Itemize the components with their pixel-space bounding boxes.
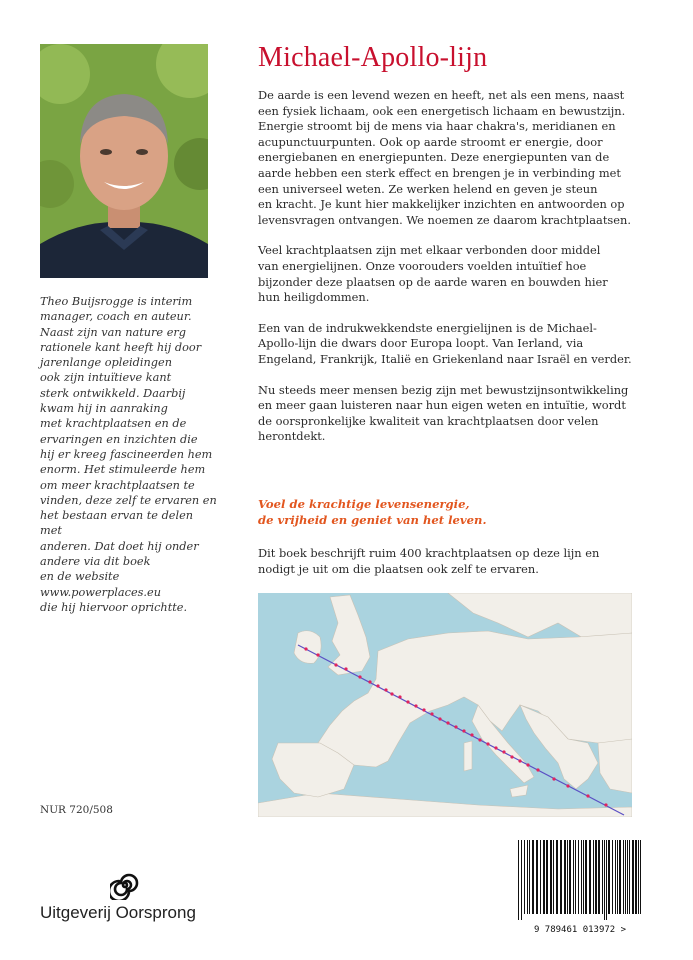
text-line: Engeland, Frankrijk, Italië en Griekenland naar Israël en verder.: [258, 351, 632, 366]
text-line: Apollo-lijn die dwars door Europa loopt. Van Ierland, via: [258, 336, 584, 351]
text-line: Dit boek beschrijft ruim 400 krachtplaatsen op deze lijn en: [258, 546, 600, 560]
closing-text: [258, 546, 638, 577]
text-line: Nu steeds meer mensen bezig zijn met bewustzijnsontwikkeling: [258, 382, 629, 397]
spiral-icon: [110, 870, 140, 900]
barcode-bar: [615, 840, 616, 914]
europe-map-illustration: [258, 593, 632, 817]
barcode-bar: [556, 840, 558, 914]
barcode-bar: [527, 840, 528, 914]
publisher-name: Uitgeverij Oorsprong: [40, 903, 196, 922]
barcode-bar: [532, 840, 534, 914]
author-bio-line: met krachtplaatsen en de: [40, 417, 187, 431]
author-bio-line: en de website: [40, 570, 120, 584]
barcode-bar: [606, 840, 607, 920]
author-bio-line: vinden, deze zelf te ervaren en: [40, 493, 217, 507]
author-bio-line: jarenlange opleidingen: [40, 356, 172, 370]
author-photo: [40, 44, 208, 278]
barcode-bar: [560, 840, 562, 914]
barcode-bar: [629, 840, 630, 914]
tagline-line: Voel de krachtige levensenergie,: [258, 497, 470, 511]
text-line: nodigt je uit om die plaatsen ook zelf te ervaren.: [258, 561, 539, 576]
barcode-bar: [598, 840, 600, 914]
barcode-bar: [573, 840, 574, 914]
barcode-bar: [540, 840, 541, 914]
barcode-bar: [546, 840, 548, 914]
text-line: van energielijnen. Onze voorouders voelden intuïtief hoe: [258, 258, 587, 273]
author-bio-line: hij er kreeg fascineerden hem: [40, 447, 213, 461]
author-portrait-illustration: [40, 44, 208, 278]
description-paragraph: [258, 243, 638, 305]
text-line: Veel krachtplaatsen zijn met elkaar verbonden door middel: [258, 243, 601, 258]
barcode-bar: [567, 840, 568, 914]
barcode-bar: [529, 840, 530, 914]
barcode-bar: [521, 840, 522, 920]
author-bio-line: enorm. Het stimuleerde hem: [40, 463, 206, 477]
tagline: [258, 496, 638, 528]
author-bio-line: Theo Buijsrogge is interim: [40, 295, 193, 308]
barcode-bar: [632, 840, 634, 914]
barcode-bar: [524, 840, 525, 914]
barcode-bar: [589, 840, 591, 914]
barcode-bar: [575, 840, 576, 914]
barcode-bar: [578, 840, 579, 914]
barcode-bar: [638, 840, 639, 914]
isbn-digits: 9 789461 013972 >: [533, 925, 627, 935]
barcode-bar: [623, 840, 624, 914]
description: [258, 88, 638, 460]
description-paragraph: [258, 383, 638, 445]
author-bio-line: andere via dit boek: [40, 555, 151, 569]
barcode-bar: [604, 840, 605, 920]
isbn-barcode: [510, 838, 650, 938]
description-paragraph: [258, 88, 638, 228]
author-bio-line: ook zijn intuïtieve kant: [40, 371, 172, 385]
text-line: en meer gaan luisteren naar hun eigen weten en intuïtie, wordt: [258, 398, 626, 413]
author-bio-line: om meer krachtplaatsen te: [40, 478, 195, 492]
book-title: Michael-Apollo-lijn: [258, 42, 488, 73]
author-bio-line: manager, coach en auteur.: [40, 310, 192, 324]
text-line: Energie stroomt bij de mens via haar chakra's, meridianen en: [258, 119, 616, 134]
barcode-bar: [564, 840, 566, 914]
barcode-bar: [581, 840, 582, 914]
author-bio-line: die hij hiervoor oprichtte.: [40, 600, 188, 614]
text-line: De aarde is een levend wezen en heeft, net als een mens, naast: [258, 88, 625, 102]
description-paragraph: [258, 321, 638, 368]
barcode-bar: [635, 840, 637, 914]
text-line: bijzonder deze plaatsen op de aarde waren en bouwden hier: [258, 274, 608, 289]
barcode-bar: [640, 840, 641, 914]
barcode-bar: [585, 840, 587, 914]
barcode-bar: [518, 840, 519, 920]
author-bio-line: kwam hij in aanraking: [40, 402, 168, 416]
barcode-bar: [617, 840, 618, 914]
author-bio-line: het bestaan ervan te delen met: [40, 509, 194, 538]
author-bio-line: www.powerplaces.eu: [40, 585, 161, 599]
tagline-line: de vrijheid en geniet van het leven.: [258, 513, 487, 527]
nur-code: NUR 720/508: [40, 804, 113, 816]
barcode-illustration: [510, 838, 650, 938]
barcode-bar: [619, 840, 621, 914]
barcode-bar: [602, 840, 603, 914]
barcode-bar: [536, 840, 538, 914]
barcode-bar: [595, 840, 597, 914]
text-line: levensvragen ontvangen. We noemen ze daarom krachtplaatsen.: [258, 212, 631, 227]
author-bio: [40, 294, 218, 615]
barcode-bar: [627, 840, 628, 914]
text-line: acupunctuurpunten. Ook op aarde stroomt er energie, door: [258, 134, 603, 149]
europe-map: [258, 593, 632, 817]
text-line: hun heiligdommen.: [258, 290, 370, 305]
publisher-block: [40, 870, 240, 930]
author-bio-line: rationele kant heeft hij door: [40, 340, 202, 354]
author-bio-line: ervaringen en inzichten die: [40, 432, 198, 446]
barcode-bar: [543, 840, 545, 914]
text-line: een universeel weten. Ze werken helend en geven je steun: [258, 181, 598, 196]
barcode-bar: [593, 840, 594, 914]
author-bio-line: anderen. Dat doet hij onder: [40, 539, 199, 553]
barcode-bar: [612, 840, 613, 914]
barcode-bar: [550, 840, 552, 914]
text-line: een fysiek lichaam, ook een energetisch lichaam en bewustzijn.: [258, 103, 626, 118]
author-bio-line: sterk ontwikkeld. Daarbij: [40, 386, 186, 400]
barcode-bar: [625, 840, 626, 914]
text-line: Een van de indrukwekkendste energielijnen is de Michael-: [258, 320, 597, 335]
text-line: herontdekt.: [258, 429, 326, 444]
text-line: aarde hebben een sterk effect en brengen je in verbinding met: [258, 165, 621, 180]
text-line: de oorspronkelijke kwaliteit van krachtplaatsen door velen: [258, 413, 599, 428]
barcode-bar: [569, 840, 571, 914]
barcode-bar: [583, 840, 584, 914]
author-bio-line: Naast zijn van nature erg: [40, 325, 187, 339]
text-line: energiebanen en energiepunten. Deze energiepunten van de: [258, 150, 610, 165]
barcode-bar: [608, 840, 610, 914]
barcode-bar: [553, 840, 554, 914]
text-line: en kracht. Je kunt hier makkelijker inzichten en antwoorden op: [258, 197, 625, 212]
